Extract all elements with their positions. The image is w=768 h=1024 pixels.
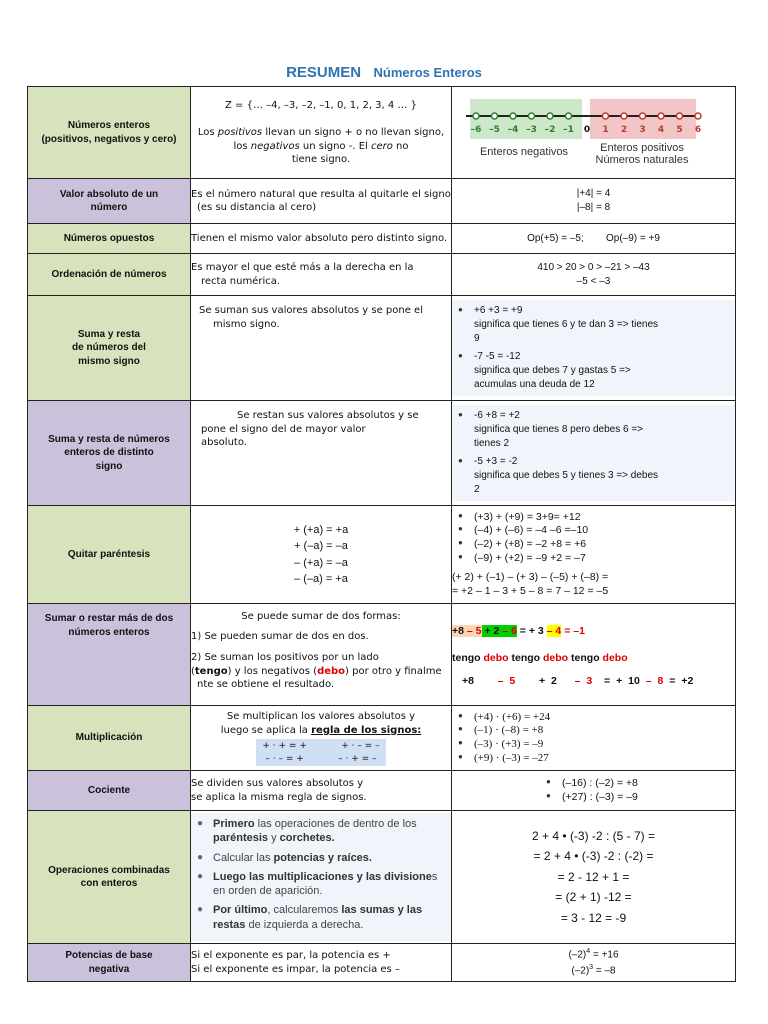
list-item: ● (–9) + (+2) = –9 +2 = –7 — [452, 552, 735, 566]
table-row — [28, 401, 736, 506]
number-line-point — [566, 113, 572, 119]
row-description: Se dividen sus valores absolutos y se aplica la misma regla de signos. — [191, 771, 452, 811]
row-example — [452, 706, 736, 771]
row-label: Números opuestos — [28, 224, 191, 254]
row-description — [191, 811, 452, 944]
row-description: Si el exponente es par, la potencia es + Si el exponente es impar, la potencia es – — [191, 944, 452, 982]
title-sub: Números Enteros — [373, 65, 482, 80]
pos-label: Enteros positivos — [600, 142, 684, 154]
number-line-label: 3 — [639, 125, 646, 135]
table-row — [28, 771, 736, 811]
row-example: 410 > 20 > 0 > –21 > –43 –5 < –3 — [452, 254, 736, 296]
number-line-label: –6 — [470, 125, 482, 135]
title-main: RESUMEN — [286, 64, 362, 81]
list-item: ● (–2) + (+8) = –2 +8 = +6 — [452, 538, 735, 552]
row-label: Cociente — [28, 771, 191, 811]
table-row — [28, 811, 736, 944]
number-line-label: 5 — [676, 125, 683, 135]
number-line-point — [640, 113, 646, 119]
combined-step: = 2 - 12 + 1 = — [557, 869, 630, 884]
row-example — [452, 811, 736, 944]
number-line-label: 0 — [583, 125, 591, 135]
list-item: ● -5 +3 = -2 significa que debes 5 y tienes 3 => debes 2 — [452, 455, 735, 497]
number-line-point — [603, 113, 609, 119]
sign-rules: + · + = + + · – = – – · – = + – · + = – — [256, 739, 385, 765]
table-row — [28, 254, 736, 296]
row-example: Op(+5) = –5; Op(–9) = +9 — [452, 224, 736, 254]
number-line-label: 1 — [602, 125, 609, 135]
neg-label: Enteros negativos — [479, 146, 569, 158]
row-label: Quitar paréntesis — [28, 506, 191, 604]
number-line-point — [510, 113, 516, 119]
row-description: Se suman sus valores absolutos y se pone el mismo signo. — [191, 296, 452, 401]
row-description: Es mayor el que esté más a la derecha en la recta numérica. — [191, 254, 452, 296]
list-item: ● (+4) · (+6) = +24 — [452, 711, 735, 725]
integer-set: Z = {… –4, –3, –2, –1, 0, 1, 2, 3, 4 … } — [225, 99, 417, 111]
row-example — [452, 604, 736, 706]
number-line-point — [529, 113, 535, 119]
list-item: ● -6 +8 = +2 significa que tienes 8 pero debes 6 => tienes 2 — [452, 409, 735, 451]
row-description: Tienen el mismo valor absoluto pero distinto signo. — [191, 224, 452, 254]
summary-table — [27, 86, 736, 982]
row-description: Se puede sumar de dos formas: 1) Se pueden sumar de dos en dos. 2) Se suman los positivos por un lado (tengo) y los negativos (debo) por otro y finalme nte se obtiene el resultado. — [191, 604, 452, 706]
number-line-point — [492, 113, 498, 119]
number-line-point — [695, 113, 701, 119]
table-row — [28, 179, 736, 224]
number-line-point — [658, 113, 664, 119]
row-label: Sumar o restar más de dos números enteros — [28, 604, 191, 706]
row-description: Z = {… –4, –3, –2, –1, 0, 1, 2, 3, 4 … } Los positivos llevan un signo + o no llevan signo, los negativos un signo -. El cero no tiene signo. — [191, 87, 452, 179]
number-line-label: –1 — [563, 125, 574, 135]
combined-step: = 3 - 12 = -9 — [560, 910, 627, 925]
number-line-diagram — [452, 89, 728, 171]
number-line-label: –2 — [544, 125, 556, 135]
tengo-debo-words: tengo debo tengo debo tengo debo — [452, 652, 628, 665]
highlighted-expression: +8 – 5 + 2 – 6 = + 3 – 4 = –1 — [452, 625, 585, 638]
number-line-label: –5 — [489, 125, 500, 135]
number-line-point — [677, 113, 683, 119]
number-line-label: –3 — [526, 125, 537, 135]
row-example: ● (+3) + (+9) = 3+9= +12 ● (–4) + (–6) = –4 –6 =–10 ● (–2) + (+8) = –2 +8 = +6 ● (–9) + (+2) = –9 +2 = –7 (+ 2) + (–1) – (+ 3) – (–5) + (–8) = = +2 – 1 – 3 + 5 – 8 = 7 – 12 = –5 — [452, 506, 736, 604]
list-item: ● Por último, calcularemos las sumas y las restas de izquierda a derecha. — [191, 903, 451, 932]
list-item: ● Calcular las potencias y raíces. — [191, 851, 451, 865]
number-line-point — [473, 113, 479, 119]
list-item: ● (–4) + (–6) = –4 –6 =–10 — [452, 524, 735, 538]
list-item: ● Luego las multiplicaciones y las divisiones en orden de aparición. — [191, 870, 451, 899]
table-row — [28, 604, 736, 706]
table-row — [28, 944, 736, 982]
list-item: ● (+9) · (–3) = –27 — [452, 752, 735, 766]
tengo-debo-numbers: +8 – 5 + 2 – 3 = + 10 – 8 = +2 — [462, 674, 694, 687]
pos-label-natural: Números naturales — [595, 154, 689, 166]
row-example — [452, 401, 736, 506]
table-row — [28, 224, 736, 254]
row-label: Valor absoluto de un número — [28, 179, 191, 224]
row-label: Potencias de base negativa — [28, 944, 191, 982]
table-row — [28, 87, 736, 179]
row-label: Operaciones combinadas con enteros — [28, 811, 191, 944]
list-item: ● (+27) : (–3) = –9 — [540, 791, 735, 805]
list-item: ● -7 -5 = -12 significa que debes 7 y gastas 5 => acumulas una deuda de 12 — [452, 350, 735, 392]
row-example: |+4| = 4 |–8| = 8 — [452, 179, 736, 224]
number-line-point — [621, 113, 627, 119]
combined-step: = 2 + 4 • (-3) -2 : (-2) = — [533, 849, 654, 864]
row-example: $(-2)^4 = +16$ $(-2)^3 = -8$ — [452, 944, 736, 982]
list-item: ● (–3) · (+3) = –9 — [452, 738, 735, 752]
list-item: ● (–1) · (–8) = +8 — [452, 724, 735, 738]
row-example — [452, 296, 736, 401]
row-description: Es el número natural que resulta al quitarle el signo (es su distancia al cero) — [191, 179, 452, 224]
list-item: ● Primero las operaciones de dentro de los paréntesis y corchetes. — [191, 817, 451, 846]
list-item: ● (+3) + (+9) = 3+9= +12 — [452, 511, 735, 525]
page-title — [0, 64, 768, 82]
number-line-label: 4 — [657, 125, 665, 135]
number-line-label: 2 — [620, 125, 628, 135]
number-line-cell — [452, 87, 736, 179]
number-line-label: 6 — [694, 125, 702, 135]
number-line-label: –4 — [507, 125, 519, 135]
table-row — [28, 296, 736, 401]
row-example — [452, 771, 736, 811]
row-description: Se restan sus valores absolutos y se pone el signo del de mayor valor absoluto. — [191, 401, 452, 506]
row-description: Se multiplican los valores absolutos y luego se aplica la regla de los signos: + · + = + + · – = – – · – = + – · + = – — [191, 706, 452, 771]
number-line-point — [547, 113, 553, 119]
combined-step: 2 + 4 • (-3) -2 : (5 - 7) = — [532, 829, 655, 844]
list-item: ● (–16) : (–2) = +8 — [540, 777, 735, 791]
row-label: Suma y resta de números del mismo signo — [28, 296, 191, 401]
table-row — [28, 506, 736, 604]
row-label: Suma y resta de números enteros de distinto signo — [28, 401, 191, 506]
table-row — [28, 706, 736, 771]
row-label: Multiplicación — [28, 706, 191, 771]
row-description: + (+a) = +a + (–a) = –a – (+a) = –a – (–a) = +a — [191, 506, 452, 604]
combined-step: = (2 + 1) -12 = — [555, 890, 632, 905]
row-label: Ordenación de números — [28, 254, 191, 296]
list-item: ● +6 +3 = +9 significa que tienes 6 y te dan 3 => tienes 9 — [452, 304, 735, 346]
row-label: Números enteros (positivos, negativos y cero) — [28, 87, 191, 179]
